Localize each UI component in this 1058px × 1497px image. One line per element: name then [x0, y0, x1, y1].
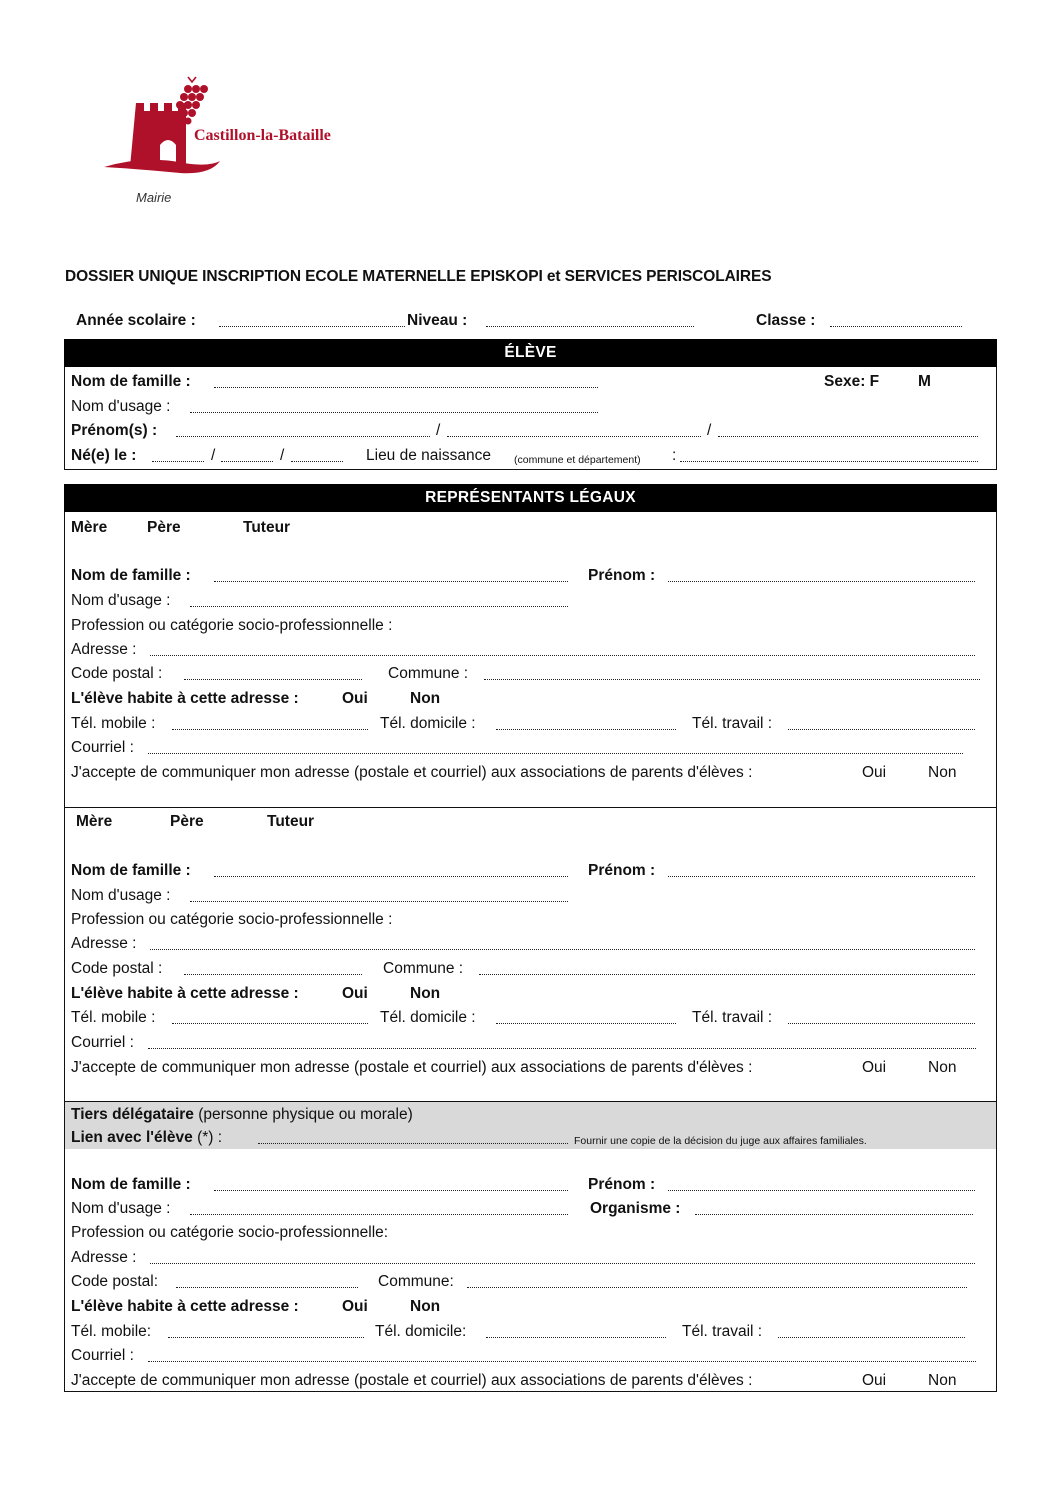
rep2-tel-domicile-input[interactable] — [496, 1023, 676, 1024]
rep2-accepte-non[interactable]: Non — [928, 1059, 957, 1076]
rep1-code-postal-input[interactable] — [184, 679, 362, 680]
niveau-label: Niveau : — [407, 312, 468, 329]
rep1-tel-travail-input[interactable] — [788, 729, 975, 730]
rep1-pere-option[interactable]: Père — [147, 519, 181, 536]
logo-sub: Mairie — [136, 190, 172, 205]
tiers-prenom-label: Prénom : — [588, 1176, 656, 1193]
tiers-title-text: Tiers délégataire — [71, 1106, 194, 1123]
tiers-accepte-oui[interactable]: Oui — [862, 1372, 887, 1389]
rep2-adresse-label: Adresse : — [71, 935, 137, 952]
rep1-courriel-label: Courriel : — [71, 739, 134, 756]
rep1-courriel-input[interactable] — [148, 753, 963, 754]
eleve-prenom3-input[interactable] — [718, 436, 978, 437]
tiers-courriel-label: Courriel : — [71, 1347, 134, 1364]
rep2-prenom-input[interactable] — [668, 876, 975, 877]
annee-label: Année scolaire : — [76, 312, 196, 329]
tiers-courriel-input[interactable] — [148, 1361, 976, 1362]
rep1-commune-label: Commune : — [388, 665, 469, 682]
tiers-adresse-input[interactable] — [150, 1263, 975, 1264]
rep1-tel-mobile-input[interactable] — [172, 729, 368, 730]
rep2-nom-usage-input[interactable] — [190, 901, 568, 902]
rep1-code-postal-label: Code postal : — [71, 665, 163, 682]
tiers-organisme-label: Organisme : — [590, 1200, 681, 1217]
castle-icon — [100, 75, 220, 175]
tiers-habite-label: L'élève habite à cette adresse : — [71, 1298, 299, 1315]
tiers-copie-note: Fournir une copie de la décision du juge aux affaires familiales. — [574, 1135, 867, 1147]
tiers-adresse-label: Adresse : — [71, 1249, 137, 1266]
rep-divider — [64, 807, 997, 808]
rep2-habite-oui[interactable]: Oui — [342, 985, 368, 1002]
tiers-profession-label: Profession ou catégorie socio-professionnelle: — [71, 1224, 389, 1241]
rep1-profession-label: Profession ou catégorie socio-professionnelle : — [71, 617, 393, 634]
document-title: DOSSIER UNIQUE INSCRIPTION ECOLE MATERNELLE EPISKOPI et SERVICES PERISCOLAIRES — [65, 268, 772, 285]
rep1-tel-travail-label: Tél. travail : — [692, 715, 773, 732]
tiers-nom-usage-input[interactable] — [190, 1214, 568, 1215]
rep1-adresse-input[interactable] — [150, 655, 975, 656]
tiers-lien-input[interactable] — [258, 1143, 568, 1144]
rep2-habite-label: L'élève habite à cette adresse : — [71, 985, 299, 1002]
tiers-commune-input[interactable] — [467, 1287, 967, 1288]
rep2-courriel-label: Courriel : — [71, 1034, 134, 1051]
tiers-nom-famille-input[interactable] — [214, 1190, 568, 1191]
rep1-habite-oui[interactable]: Oui — [342, 690, 368, 707]
rep1-prenom-input[interactable] — [668, 581, 975, 582]
eleve-prenoms-label: Prénom(s) : — [71, 422, 158, 439]
annee-input[interactable] — [219, 326, 405, 327]
eleve-header: ÉLÈVE — [64, 339, 997, 367]
niveau-input[interactable] — [486, 326, 694, 327]
rep2-accepte-oui[interactable]: Oui — [862, 1059, 887, 1076]
tiers-lien-note: (*) : — [197, 1129, 223, 1146]
tiers-tel-travail-input[interactable] — [778, 1337, 965, 1338]
tiers-organisme-input[interactable] — [695, 1214, 973, 1215]
rep1-nom-usage-input[interactable] — [190, 606, 568, 607]
rep2-code-postal-label: Code postal : — [71, 960, 163, 977]
rep2-mere-option[interactable]: Mère — [76, 813, 113, 830]
rep2-pere-option[interactable]: Père — [170, 813, 204, 830]
rep2-commune-label: Commune : — [383, 960, 464, 977]
rep2-prenom-label: Prénom : — [588, 862, 656, 879]
rep1-tel-domicile-input[interactable] — [496, 729, 676, 730]
tiers-habite-non[interactable]: Non — [410, 1298, 441, 1315]
tiers-tel-travail-label: Tél. travail : — [682, 1323, 763, 1340]
rep1-habite-non[interactable]: Non — [410, 690, 441, 707]
representants-header: REPRÉSENTANTS LÉGAUX — [64, 484, 997, 512]
slash: / — [211, 447, 216, 464]
rep2-tel-travail-input[interactable] — [788, 1023, 975, 1024]
rep2-adresse-input[interactable] — [150, 949, 975, 950]
rep2-accepte-label: J'accepte de communiquer mon adresse (postale et courriel) aux associations de parents d'élèves : — [71, 1059, 753, 1076]
eleve-nom-usage-input[interactable] — [190, 412, 598, 413]
classe-label: Classe : — [756, 312, 816, 329]
rep2-tel-mobile-input[interactable] — [172, 1023, 368, 1024]
eleve-ne-le-label: Né(e) le : — [71, 447, 137, 464]
eleve-nom-famille-input[interactable] — [214, 387, 598, 388]
rep2-tel-travail-label: Tél. travail : — [692, 1009, 773, 1026]
rep1-tuteur-option[interactable]: Tuteur — [243, 519, 291, 536]
tiers-code-postal-label: Code postal: — [71, 1273, 159, 1290]
rep1-mere-option[interactable]: Mère — [71, 519, 108, 536]
tiers-lien-text: Lien avec l'élève — [71, 1129, 193, 1146]
rep1-nom-famille-input[interactable] — [214, 581, 568, 582]
tiers-accepte-non[interactable]: Non — [928, 1372, 957, 1389]
tiers-tel-domicile-label: Tél. domicile: — [375, 1323, 467, 1340]
eleve-lieu-note: (commune et département) — [514, 454, 641, 466]
rep1-accepte-label: J'accepte de communiquer mon adresse (postale et courriel) aux associations de parents d'élèves : — [71, 764, 753, 781]
eleve-sexe-label: Sexe: F — [824, 373, 880, 390]
rep2-tel-mobile-label: Tél. mobile : — [71, 1009, 156, 1026]
mairie-logo — [100, 75, 400, 210]
eleve-annee-input[interactable] — [291, 461, 343, 462]
eleve-nom-usage-label: Nom d'usage : — [71, 398, 171, 415]
tiers-code-postal-input[interactable] — [176, 1287, 358, 1288]
tiers-title-note: (personne physique ou morale) — [198, 1106, 413, 1123]
rep1-tel-mobile-label: Tél. mobile : — [71, 715, 156, 732]
rep1-accepte-non[interactable]: Non — [928, 764, 957, 781]
rep2-tuteur-option[interactable]: Tuteur — [267, 813, 315, 830]
rep1-prenom-label: Prénom : — [588, 567, 656, 584]
eleve-sexe-m[interactable]: M — [918, 373, 931, 390]
rep1-habite-label: L'élève habite à cette adresse : — [71, 690, 299, 707]
rep2-nom-famille-input[interactable] — [214, 876, 568, 877]
rep1-adresse-label: Adresse : — [71, 641, 137, 658]
rep2-profession-label: Profession ou catégorie socio-professionnelle : — [71, 911, 393, 928]
slash: / — [280, 447, 285, 464]
eleve-lieu-input[interactable] — [680, 461, 978, 462]
rep2-code-postal-input[interactable] — [184, 974, 362, 975]
eleve-prenom1-input[interactable] — [176, 436, 430, 437]
slash: / — [436, 422, 441, 439]
rep2-nom-usage-label: Nom d'usage : — [71, 887, 171, 904]
colon: : — [672, 447, 677, 464]
classe-input[interactable] — [830, 326, 962, 327]
eleve-mois-input[interactable] — [221, 461, 273, 462]
slash: / — [707, 422, 712, 439]
tiers-commune-label: Commune: — [378, 1273, 454, 1290]
tiers-tel-domicile-input[interactable] — [486, 1337, 666, 1338]
tiers-prenom-input[interactable] — [668, 1190, 975, 1191]
logo-name: Castillon-la-Bataille — [194, 127, 331, 144]
tiers-accepte-label: J'accepte de communiquer mon adresse (postale et courriel) aux associations de parents d'élèves : — [71, 1372, 753, 1389]
tiers-tel-mobile-label: Tél. mobile: — [71, 1323, 152, 1340]
rep2-commune-input[interactable] — [479, 974, 975, 975]
rep1-accepte-oui[interactable]: Oui — [862, 764, 887, 781]
rep2-habite-non[interactable]: Non — [410, 985, 441, 1002]
rep2-nom-famille-label: Nom de famille : — [71, 862, 191, 879]
rep1-nom-usage-label: Nom d'usage : — [71, 592, 171, 609]
tiers-nom-famille-label: Nom de famille : — [71, 1176, 191, 1193]
rep2-tel-domicile-label: Tél. domicile : — [380, 1009, 476, 1026]
eleve-prenom2-input[interactable] — [447, 436, 701, 437]
rep1-tel-domicile-label: Tél. domicile : — [380, 715, 476, 732]
rep1-commune-input[interactable] — [484, 679, 980, 680]
tiers-nom-usage-label: Nom d'usage : — [71, 1200, 171, 1217]
eleve-lieu-label: Lieu de naissance — [366, 447, 491, 464]
rep2-courriel-input[interactable] — [148, 1048, 976, 1049]
eleve-nom-famille-label: Nom de famille : — [71, 373, 191, 390]
rep1-nom-famille-label: Nom de famille : — [71, 567, 191, 584]
tiers-title — [71, 1106, 413, 1124]
eleve-jour-input[interactable] — [152, 461, 204, 462]
tiers-tel-mobile-input[interactable] — [168, 1337, 364, 1338]
tiers-habite-oui[interactable]: Oui — [342, 1298, 368, 1315]
tiers-lien — [71, 1129, 222, 1147]
